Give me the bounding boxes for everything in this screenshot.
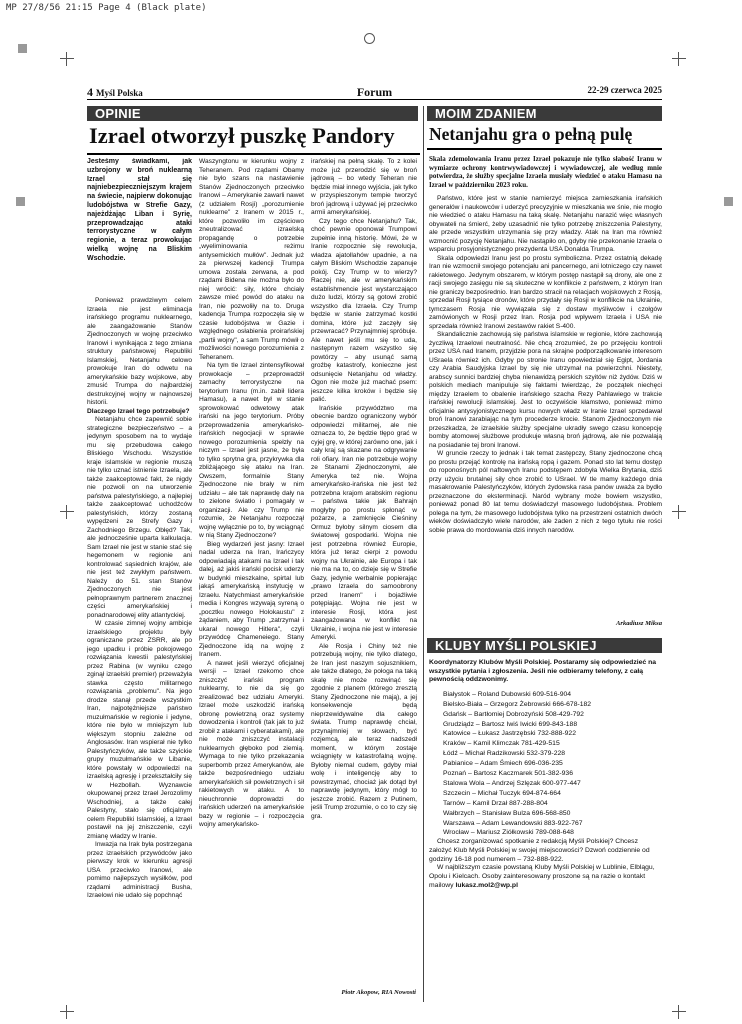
left-col2-p4: A nawet jeśli wierzyć oficjalnej wersji – Izrael rzekomo chce zniszczyć irański program nuklearny, to nie da się go zrealizować bez udziału Ameryki. Izrael może uszkodzić irańską obronę powietrzną oraz systemy dowodzenia i kontroli (tak jak to już zrobił z atakami i cyberatakami), ale nie może zniszczyć instalacji nuklearnych głęboko pod ziemią. Wymaga to nie tylko przekazania superbomb przez Amerykanów, ale także bezpośredniego udziału amerykańskich sił powietrznych i sił rakietowych w ataku. A to nieuchronnie doprowadzi do irańskich uderzeń na amerykańskie bazy w regionie – i rozpoczęcia wojny amerykańsko- bbox=[199, 659, 304, 828]
club-item: Szczecin – Michał Tuczyk 694-874-664 bbox=[443, 789, 561, 797]
left-subheading: Dlaczego Izrael tego potrzebuje? bbox=[87, 407, 190, 415]
right-p3: Skandalicznie zachowują się państwa islamskie w regionie, które zachowują życzliwą Izraelowi neutralność. Nie chcą zrozumieć, że po przejęciu kontroli przez USA nad Iranem, przyjdzie pora na skrajne podporządkowanie interesom USraela również ich. Gdyby po stronie Iranu opowiedział się Egipt, Jordania czy Arabia Saudyjska Izrael by się nie utrzymał na powierzchni. Niestety, arabscy sunnici bardziej chyba nienawidzą perskich szyitów niż żydów. Dziś w polskich mediach manipuluje się faktami twierdząc, że początek niechęci między Izraelem to obalenie irańskiego szacha Rezy Pahlawiego w trakcie irańskiej rewolucji islamskiej. Jest to oczywiście kłamstwo, ponieważ mimo oficjalnie antysyjonistycznego kursu nowych władz w Iranie Izrael sprzedawał broń Iranowi zarabiając na tym procederze krocie. Stanom Zjednoczonym nie przeszkadza, że izraelskie służby specjalne ukradły swego czasu koncepcję bomby atomowej służbowe produkuje własną broń jądrową, ale nie pozwalają na posiadanie tej broni Iranowi. bbox=[429, 331, 662, 449]
registration-square bbox=[18, 44, 27, 53]
crop-mark bbox=[60, 505, 74, 519]
left-lead-text: Jesteśmy świadkami, jak uzbrojony w broń nuklearną Izrael stał się najniebezpieczniejszym krajem na świecie, najpierw dokonując ludobójstwa w Strefie Gazy, najeżdżając Liban i Syrię, przeprowadzając ataki terrorystyczne w całym regionie, a teraz prowokując wielką wojnę na Bliskim Wschodzie. bbox=[87, 158, 192, 262]
right-lead: Skala zdemolowania Iranu przez Izrael pokazuje nie tylko słabość Iranu w wymiarze ochrony kontrwywiadowczej i wywiadowczej, ale według mnie potwierdza, że służby specjalne Izraela musiały wiedzieć o ataku Hamasu na Izrael w październiku 2023 roku. bbox=[429, 155, 662, 189]
club-item: Kraków – Kamil Klimczak 781-429-515 bbox=[443, 740, 560, 748]
page-number: 4 bbox=[87, 85, 93, 99]
left-col2-p1: Waszyngtonu w kierunku wojny z Teheranem. Pod rządami Obamy nie było szans na nastawienie Stanów Zjednoczonych przeciwko Iranowi – Amerykanie zawarli nawet (z udziałem Rosji) „porozumienie nuklearne" z Iranem w 2015 r., które pozwoliło im częściowo zneutralizować izraelską propagandę o potrzebie „wyeliminowania reżimu antysemickich mułłów". Jednak już za pierwszej kadencji Trumpa umowa została zerwana, a pod rządami Bidena nie można było do niej wrócić: siły, które chciały zawsze mieć powód do ataku na Iran, nie pozwoliły na to. Druga kadencja Trumpa rozpoczęła się w czasie ludobójstwa w Gazie i względnego osłabienia proirańskiej „partii wojny", a sam Trump mówił o możliwości nowego porozumienia z Teheranem. bbox=[199, 158, 304, 361]
left-lead bbox=[87, 158, 192, 292]
left-col-1 bbox=[87, 297, 192, 1002]
club-item: Wrocław – Mariusz Ziółkowski 789-088-648 bbox=[443, 829, 574, 837]
left-col1-p2: Netanjahu chce zapewnić sobie strategiczne bezpieczeństwo – a jedynym sposobem na to wydaje mu się przebudowa całego Bliskiego Wschodu. Wszystkie kraje islamskie w regionie muszą nie tylko uznać istnienie Izraela, ale także zaakceptować fakt, że nigdy nie pozwoli on na utworzenie państwa palestyńskiego, a najlepiej także zaakceptować uchodźców palestyńskich, którzy zostaną wypędzeni ze Strefy Gazy i Zachodniego Brzegu. Obłęd? Tak, ale jednocześnie uparta kalkulacja. Sam Izrael nie jest w stanie stać się hegemonem w regionie ani kontrolować sąsiednich krajów, ale nie jest też zwykłym państwem. Należy do 51. stan Stanów Zjednoczonych nie jest pełnoprawnym partnerem znacznej części amerykańskiej i ponadnarodowej elity atlantyckiej. bbox=[87, 416, 192, 619]
left-col1-p3: W czasie zimnej wojny ambicje izraelskiego projektu były ograniczane przez ZSRR, ale po jego upadku i próbie pokojowego rozwiązania kwestii palestyńskiej przez Rabina (w wyniku czego zginął izraelski premier) przeważyła stawka często militarnego rozwiązania „problemu". Na jego drodze stanął przede wszystkim Iran, najpotężniejsze państwo muzułmańskie w regionie i jedyne, które nie było w mniejszym lub większym stopniu zależne od Anglosasów. Iran wspierał nie tylko Palestyńczyków, ale także szyickie grupy muzułmańskie w Libanie, które powstały w odpowiedzi na izraelską agresję i przekształciły się w Hezbollah. Wyznawcie okupowanej przez Izrael Jerozolimy Wschodniej, a także całej Palestyny, stało się oficjalnym celem Republiki Islamskiej, a Izrael postawił na jej zniszczenie, czyli zmianę władzy w Iranie. bbox=[87, 620, 192, 840]
clubs-outro-text: W najbliższym czasie powstaną Kluby Myśli Polskiej w Lublinie, Elblągu, Opolu i Kielcach. Osoby zainteresowany proszone są na razie o kontakt mailowy bbox=[429, 864, 655, 889]
opinie-label: OPINIE bbox=[87, 106, 418, 121]
clubs-label: KLUBY MYŚLI POLSKIEJ bbox=[427, 638, 662, 653]
left-signature: Piotr Akopow, RIA Nowosti bbox=[341, 989, 416, 996]
club-item: Tarnów – Kamil Drzał 887-288-804 bbox=[443, 799, 548, 807]
crop-mark bbox=[60, 1005, 74, 1019]
right-body bbox=[429, 195, 662, 619]
clubs-intro: Koordynatorzy Klubów Myśli Polskiej. Postaramy się odpowiedzieć na wszystkie pytania i zgłoszenia. Jeśli nie odbieramy telefony, z całą pewnością oddzwonimy. bbox=[429, 659, 656, 684]
club-item: Wałbrzych – Stanisław Bulza 696-568-850 bbox=[443, 809, 571, 817]
left-col-2 bbox=[199, 158, 304, 1002]
moim-zdaniem-label: MOIM ZDANIEM bbox=[427, 106, 662, 121]
crop-mark bbox=[60, 52, 74, 66]
column-divider bbox=[423, 106, 424, 1002]
right-headline: Netanjahu gra o pełną pulę bbox=[429, 124, 633, 144]
registration-square bbox=[16, 197, 25, 206]
left-col1-p1: Ponieważ prawdziwym celem Izraela nie jest eliminacja irańskiego programu nuklearnego, ale zaangażowanie Stanów Zjednoczonych w wojnę przeciwko Iranowi i wynikająca z tego zmiana struktury państwowej Republiki Islamskiej, Netanjahu celowo prowokuje Iran do odwetu na amerykańskie bazy wojskowe, aby zmusić Trumpa do najbardziej destrukcyjnej wojny w najnowszej historii. bbox=[87, 297, 192, 406]
club-item: Bielsko-Biała – Grzegorz Żebrowski 666-678-182 bbox=[443, 700, 592, 708]
club-item: Katowice – Łukasz Jastrzębski 732-888-922 bbox=[443, 730, 576, 738]
club-item: Warszawa – Adam Lewandowski 883-922-767 bbox=[443, 819, 583, 827]
left-col2-p2: Na tym tle Izrael zintensyfikował prowokacje – przeprowadził zamachy terrorystyczne na terytorium Iranu (m.in. zabił lidera Hamasu), a nawet był w stanie sprowokować odwetowy atak irański na jego terytorium. Próby przeprowadzenia amerykańsko-irańskich negocjacji w sprawie nowego porozumienia spełzły na niczym – Izrael jest jasne, że była to tylko sprytna gra, przykrywka dla zbliżającego się ataku na Iran. Owszem, formalnie Stany Zjednoczone nie brały w nim udziału – ale tak naprawdę dały na to zielone światło i pomagały w organizacji. Ale czy Trump nie rozumie, że Netanjahu rozpoczął wojnę wyłącznie po to, by wciągnąć w nią Stany Zjednoczone? bbox=[199, 362, 304, 539]
left-col3-p2: Czy tego chce Netanjahu? Tak, choć pewnie oponował Trumpowi zupełnie inną historię. Mówi, że w Iranie rozpocznie się rewolucja, władza ajatollahów upadnie, a na całym Bliskim Wschodzie zapanuje pokój. Czy Trump w to wierzy? Raczej nie, ale w amerykańskim establishmencie jest wystarczająco dużo ludzi, którzy są gotowi zrobić wszystko dla Izraela. Czy Trump będzie w stanie zatrzymać kostki domina, które już zaczęły się przewracać? Przynajmniej spróbuje. Ale nawet jeśli mu się to uda, następnym razem wszystko się powtórzy – aby usunąć samą groźbę katastrofy, konieczne jest odsunięcie Netanjahu od władzy. Ogon nie może już machać psem: jeszcze kilka kroków i będzie się palić. bbox=[311, 217, 417, 403]
newspaper-page bbox=[87, 85, 662, 1003]
right-p2: Skala odpowiedzi Iranu jest po prostu symboliczna. Przez ostatnią dekadę Iran nie wzmocnił swojego potencjału ani pancernego, ani lotniczego czy nawet rakietowego. Jedynym obszarem, w którym postęp nastąpił są drony, ale one z racji swojego zasięgu nie są skuteczne w konflikcie z państwem, z którym Iran nie graniczy bezpośrednio. Iran bardzo stracił na relacjach wojskowych z Rosją, sprzedał Rosji tysiące dronów, które przydały się Rosji w konflikcie na Ukrainie, tymczasem Rosja nie wywiązała się z dostaw myśliwców i czołgów zamówionych w Rosji przez Iran. Rosja pod wpływem Izraela i USA nie sprzedała również Iranowi zestawów rakiet S-400. bbox=[429, 254, 662, 330]
right-p1: Państwo, które jest w stanie namierzyć miejsca zamieszkania irańskich generałów i naukowców i uderzyć precyzyjnie w mieszkania we śnie, nie mogło nie wiedzieć o ataku Hamasu na taką skalę. Netanjahu narazić więc własnych obywateli na śmierć, żeby uzasadnić nie tylko potrzebę zniszczenia Palestyny, ale przede wszystkim utrzymania się przy władzy. Atak na Iran ma również wzmocnić pozycję Netanjahu. Nie nastąpiło on, gdyby nie przekonanie Izraela o wsparciu prosyjonistycznego prezydenta USA Donalda Trumpa. bbox=[429, 195, 662, 253]
contact-email[interactable]: lukasz.mol2@wp.pl bbox=[455, 881, 518, 889]
registration-square bbox=[724, 197, 733, 206]
left-headline-rule bbox=[87, 153, 420, 155]
clubs-list bbox=[443, 690, 662, 839]
clubs-box bbox=[429, 659, 662, 1003]
issue-date: 22-29 czerwca 2025 bbox=[587, 85, 662, 95]
right-p4: W gruncie rzeczy to jednak i tak temat zastępczy, Stany zjednoczone chcą po prostu przejąć kontrolę na irańską ropą i gazem. Ponad sto lat temu dostęp do roponośnych pól naftowych Iranu podstępem zdobyła Wielka Brytania, dziś przy użyciu brutalnej siły chce zrobić to USrael. W tle mamy każdego dnia masakrowanie Palestyńczyków, których żydowska rasa panów uważa za bydło przeznaczone do eksterminacji. Naród wybrany może bowiem wszystko, ponieważ ponad 80 lat temu doświadczył masowego ludobójstwa. Problem polega na tym, że masowego ludobójstwa tylko na przestrzeni ostatnich dwóch wieków doświadczyło wiele narodów, ale żaden z nich z tego tytułu nie rości sobie prawa do mordowania dziś innych narodów. bbox=[429, 450, 662, 534]
club-item: Pabianice – Adam Śmiech 696-036-235 bbox=[443, 760, 563, 768]
crop-mark bbox=[672, 1005, 686, 1019]
clubs-outro-2 bbox=[429, 864, 662, 890]
crop-mark bbox=[672, 505, 686, 519]
right-signature: Arkadiusz Miksa bbox=[616, 620, 662, 627]
club-item: Białystok – Roland Dubowski 609-516-904 bbox=[443, 690, 572, 698]
crop-mark bbox=[672, 52, 686, 66]
section-name: Forum bbox=[356, 85, 393, 99]
plate-info: MP 27/8/56 21:15 Page 4 (Black plate) bbox=[6, 3, 207, 13]
club-item: Stalowa Wola – Andrzej Szlęzak 600-977-447 bbox=[443, 779, 581, 787]
right-headline-rule bbox=[427, 148, 662, 150]
left-col3-p1: irańskiej na pełną skalę. To z kolei może już przerodzić się w broń jądrową – bo wtedy Teheran nie będzie miał innego wyjścia, jak tylko w przyspieszonym tempie tworzyć broń jądrową i używać jej przeciwko armii amerykańskiej. bbox=[311, 158, 417, 216]
club-item: Łódź – Michał Radzikowski 532-379-228 bbox=[443, 750, 566, 758]
club-item: Gdańsk – Bartłomiej Dobrozyński 508-429-792 bbox=[443, 710, 584, 718]
club-item: Poznań – Bartosz Kaczmarek 501-382-936 bbox=[443, 770, 573, 778]
left-col3-p3: Irańskie przywództwo ma obecnie bardzo ograniczony wybór odpowiedzi militarnej, ale nie oznacza to, że będzie tłępo grać w cyjej grę, w której zarówno one, jak i cały kraj są skazane na odgrywanie roli ofiary. Iran nie potrzebuje wojny ze Stanami Zjednoczonymi, ale Ameryka też nie. Wojna amerykańsko-irańska nie jest też potrzebna krajom arabskim regionu – państwa takie jak Bahrajn mogłyby po prostu spłonąć w pożarze, a zamknięcie Cieśniny Ormuz byłoby silnym ciosem dla światowej gospodarki. Wojna nie jest potrzebna również Europie, która już teraz cierpi z powodu wojny na Ukrainie, ale Europa i tak nie ma na to, co dzieje się w Strefie Gazy, jedynie werbalnie popierając „prawo Izraela do samoobrony przed Iranem" i bojaźliwie potępiając. Wojna nie jest w interesie Rosji, która jest zaangażowana w konflikt na Ukrainie, i wojna nie jest w interesie Ameryki. bbox=[311, 404, 417, 641]
left-col2-p3: Bieg wydarzeń jest jasny: Izrael nadal uderza na Iran, Irańczycy odpowiadają atakami na Izrael i tak dalej, aż jakiś irański pocisk uderzy w budynki mieszkalne, spirtal lub jakąś amerykańską instytucję w Izraelu. Natychmiast amerykańskie media i Kongres wzywają syreną o „pocztku nowego Holokaustu" z żądaniem, aby Trump „zatrzymał i ukarał nowego Hitlera", czyli przywódcę Chameneiego. Stany Zjednoczone idą na wojnę z Iranem. bbox=[199, 540, 304, 658]
left-headline: Izrael otworzył puszkę Pandory bbox=[89, 123, 395, 148]
club-item: Grudziądz – Bartosz Iwiś Iwicki 699-843-188 bbox=[443, 720, 578, 728]
clubs-outro: Chcesz zorganizować spotkanie z redakcją Myśli Polskiej? Chcesz założyć Klub Myśli Polskiej w swojej miejscowości? Dzwoń codziennie od godziny 16-18 pod numerem – 732-888-922. bbox=[429, 838, 650, 863]
left-col-3 bbox=[311, 158, 417, 986]
publication-name: Myśl Polska bbox=[96, 88, 143, 98]
page-header bbox=[87, 85, 662, 100]
register-circle bbox=[364, 33, 375, 44]
left-col1-p4: Inwazja na Irak była postrzegana przez izraelskich przywódców jako pierwszy krok w kierunku agresji USA przeciwko Iranowi, ale pomimo najlepszych wysiłków, pod rządami administracji Busha, Izraelowi nie udało się popchnąć bbox=[87, 841, 192, 899]
left-col3-p4: Ale Rosja i Chiny też nie potrzebują wojny, nie tylko dlatego, że Iran jest naszym sojusznikiem, ale także dlatego, że połoga na taką skalę nie może rozwinąć się zgodnie z planem (którego zresztą Stany Zjednoczone nie mają), a jej konsekwencje będą nieprzewidywalne dla całego świata. Trump naprawdę chciał, przynajmniej w słowach, być rozjemcą, ale teraz nadszedł moment, w którym zostaje wciągnięty w katastrofalną wojnę. Byłoby niemal cudem, gdyby miał wolę i inteligencję aby to powstrzymać, chociaż jak dotąd był naprawdę jedynym, który mógł to jeszcze zrobić. Razem z Putinem, jeśli Trump zrozumie, o co to czy się gra. bbox=[311, 642, 417, 820]
